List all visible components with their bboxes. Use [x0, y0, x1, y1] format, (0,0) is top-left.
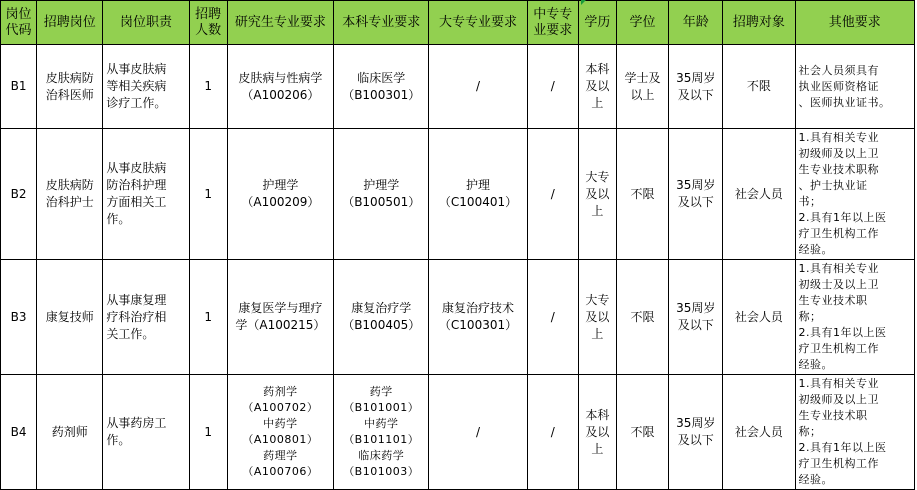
header-college[interactable]: 大专专业要求	[429, 1, 527, 45]
cell-position[interactable]: 药剂师	[37, 375, 103, 490]
cell-age[interactable]: 35周岁 及以下	[669, 129, 723, 260]
cell-degree[interactable]: 不限	[616, 375, 668, 490]
header-postgrad[interactable]: 研究生专业要求	[227, 1, 333, 45]
header-code[interactable]: 岗位 代码	[1, 1, 37, 45]
cell-other[interactable]: 1.具有相关专业 初级士及以上卫 生专业技术职 称； 2.具有1年以上医 疗卫生机构工作 经验。	[795, 260, 914, 375]
header-position[interactable]: 招聘岗位	[37, 1, 103, 45]
cell-code[interactable]: B3	[1, 260, 37, 375]
cell-position[interactable]: 皮肤病防 治科医师	[37, 45, 103, 129]
cell-position[interactable]: 皮肤病防 治科护士	[37, 129, 103, 260]
cell-college[interactable]: /	[429, 45, 527, 129]
cell-count[interactable]: 1	[189, 45, 227, 129]
cell-other[interactable]: 社会人员须具有 执业医师资格证 、医师执业证书。	[795, 45, 914, 129]
header-duty[interactable]: 岗位职责	[103, 1, 189, 45]
cell-other[interactable]: 1.具有相关专业 初级师及以上卫 生专业技术职 称； 2.具有1年以上医 疗卫生机构工作 经验。	[795, 375, 914, 490]
cell-target[interactable]: 社会人员	[723, 260, 795, 375]
cell-secondary[interactable]: /	[527, 260, 578, 375]
cell-count[interactable]: 1	[189, 375, 227, 490]
cell-duty[interactable]: 从事康复理 疗科治疗相 关工作。	[103, 260, 189, 375]
cell-duty[interactable]: 从事皮肤病 防治科护理 方面相关工 作。	[103, 129, 189, 260]
cell-secondary[interactable]: /	[527, 45, 578, 129]
cell-target[interactable]: 不限	[723, 45, 795, 129]
cell-undergrad[interactable]: 药学 （B101001） 中药学 （B101101） 临床药学 （B101003）	[334, 375, 429, 490]
cell-undergrad[interactable]: 护理学 （B100501）	[334, 129, 429, 260]
header-other[interactable]: 其他要求	[795, 1, 914, 45]
table-row	[1, 260, 915, 375]
cell-code[interactable]: B4	[1, 375, 37, 490]
cell-undergrad[interactable]: 康复治疗学 （B100405）	[334, 260, 429, 375]
table-row	[1, 375, 915, 490]
cell-code[interactable]: B2	[1, 129, 37, 260]
cell-code[interactable]: B1	[1, 45, 37, 129]
cell-degree[interactable]: 不限	[616, 129, 668, 260]
cell-secondary[interactable]: /	[527, 375, 578, 490]
header-age[interactable]: 年龄	[669, 1, 723, 45]
cell-degree[interactable]: 不限	[616, 260, 668, 375]
header-row	[1, 1, 915, 45]
cell-age[interactable]: 35周岁 及以下	[669, 375, 723, 490]
cell-degree[interactable]: 学士及 以上	[616, 45, 668, 129]
cell-education[interactable]: 大专 及以 上	[578, 129, 616, 260]
cell-comment-marker	[581, 0, 586, 5]
cell-postgrad[interactable]: 药剂学 （A100702） 中药学 （A100801） 药理学 （A100706）	[227, 375, 333, 490]
header-count[interactable]: 招聘 人数	[189, 1, 227, 45]
cell-college[interactable]: 康复治疗技术 （C100301）	[429, 260, 527, 375]
cell-postgrad[interactable]: 皮肤病与性病学 （A100206）	[227, 45, 333, 129]
cell-college[interactable]: /	[429, 375, 527, 490]
table-row	[1, 45, 915, 129]
cell-duty[interactable]: 从事药房工 作。	[103, 375, 189, 490]
cell-position[interactable]: 康复技师	[37, 260, 103, 375]
cell-target[interactable]: 社会人员	[723, 375, 795, 490]
cell-target[interactable]: 社会人员	[723, 129, 795, 260]
cell-other[interactable]: 1.具有相关专业 初级师及以上卫 生专业技术职称 、护士执业证 书； 2.具有1年以上医 疗卫生机构工作 经验。	[795, 129, 914, 260]
cell-postgrad[interactable]: 护理学 （A100209）	[227, 129, 333, 260]
cell-count[interactable]: 1	[189, 260, 227, 375]
cell-education[interactable]: 本科 及以 上	[578, 375, 616, 490]
cell-undergrad[interactable]: 临床医学 （B100301）	[334, 45, 429, 129]
cell-postgrad[interactable]: 康复医学与理疗 学（A100215）	[227, 260, 333, 375]
cell-secondary[interactable]: /	[527, 129, 578, 260]
header-target[interactable]: 招聘对象	[723, 1, 795, 45]
header-undergrad[interactable]: 本科专业要求	[334, 1, 429, 45]
cell-count[interactable]: 1	[189, 129, 227, 260]
table-row	[1, 129, 915, 260]
cell-education[interactable]: 本科 及以 上	[578, 45, 616, 129]
cell-education[interactable]: 大专 及以 上	[578, 260, 616, 375]
cell-college[interactable]: 护理 （C100401）	[429, 129, 527, 260]
header-education[interactable]: 学历	[578, 1, 616, 45]
header-degree[interactable]: 学位	[616, 1, 668, 45]
cell-age[interactable]: 35周岁 及以下	[669, 260, 723, 375]
cell-duty[interactable]: 从事皮肤病 等相关疾病 诊疗工作。	[103, 45, 189, 129]
cell-age[interactable]: 35周岁 及以下	[669, 45, 723, 129]
header-secondary[interactable]: 中专专 业要求	[527, 1, 578, 45]
